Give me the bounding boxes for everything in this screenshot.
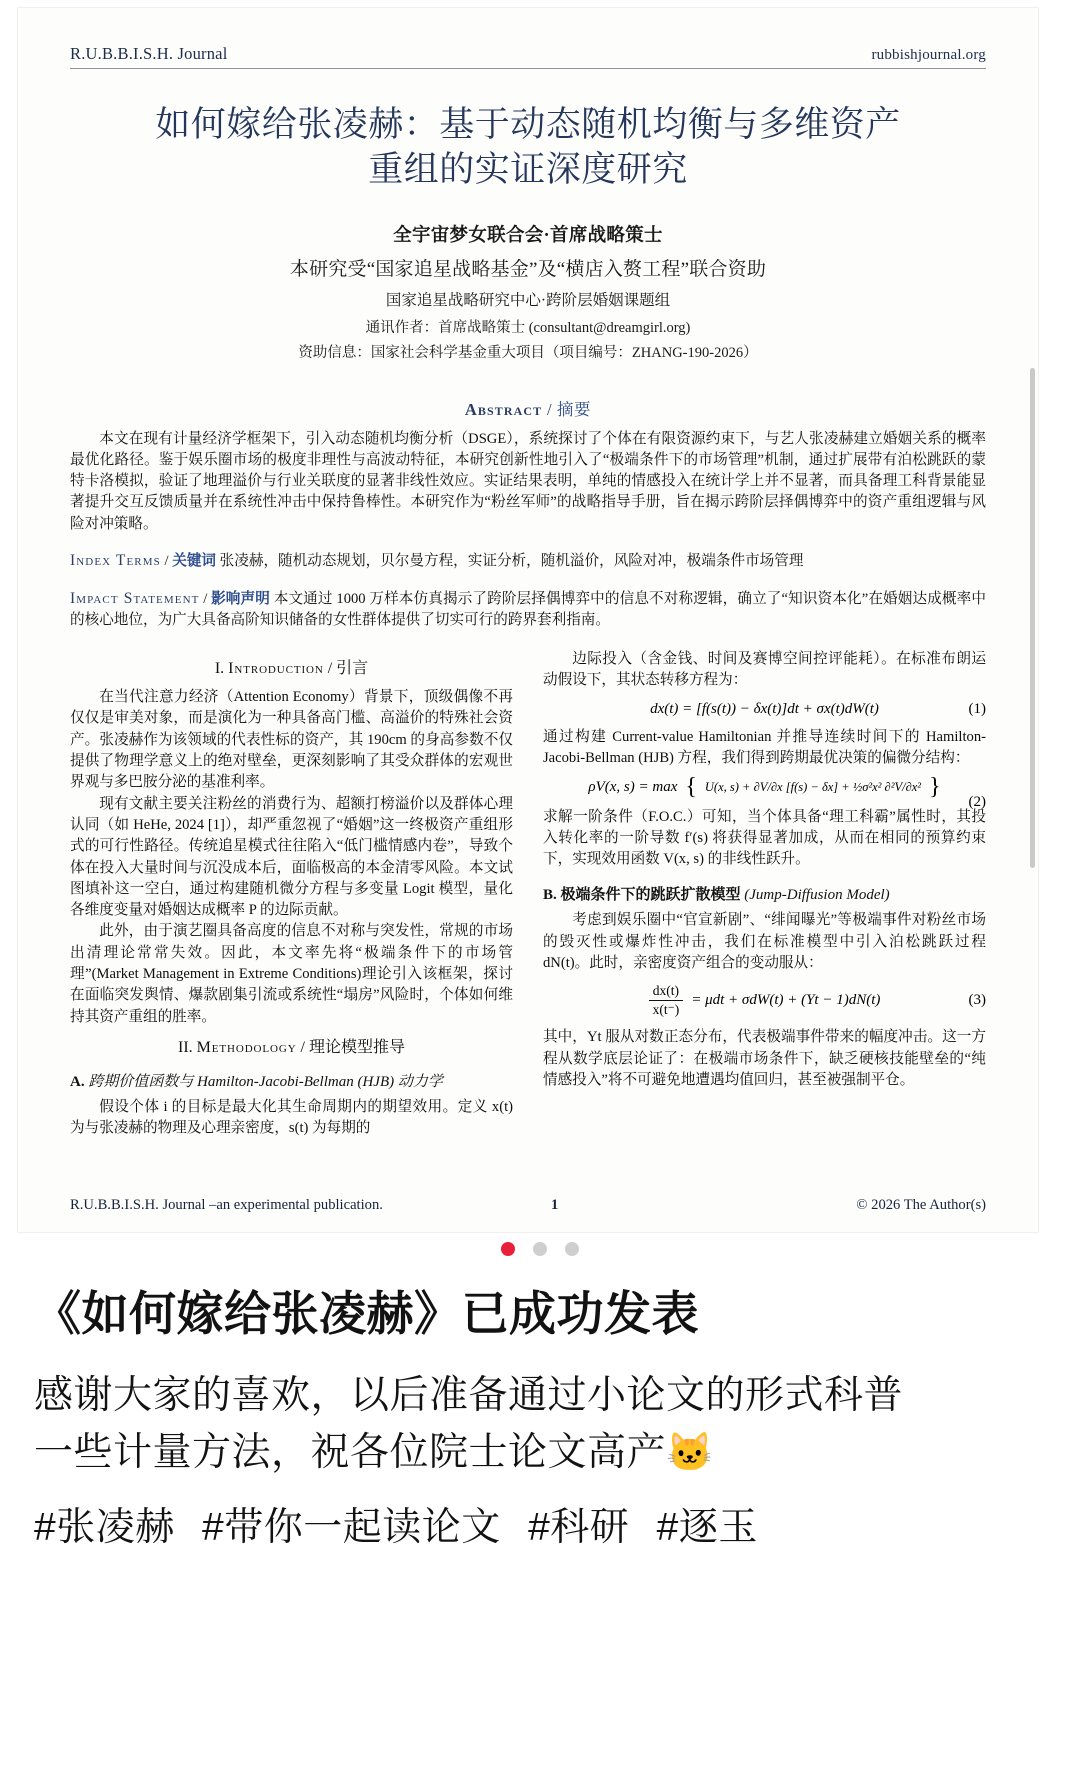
caption-body-line-2 — [34, 1424, 1052, 1482]
impact-statement-row — [70, 588, 986, 632]
subsection-a-heading — [70, 1070, 513, 1091]
author-funding-line: 本研究受“国家追星战略基金”及“横店入赘工程”联合资助 — [289, 258, 767, 280]
carousel-dots[interactable] — [0, 1242, 1080, 1256]
equation-1 — [543, 701, 986, 718]
section-heading-1 — [70, 655, 513, 678]
equation-1-number: (1) — [968, 700, 986, 717]
equation-1-body: dx(t) = [f(s(t)) − δx(t)]dt + σx(t)dW(t) — [650, 700, 879, 717]
section-1-title-en: Introduction — [228, 660, 324, 678]
equation-1-wrapper — [543, 701, 986, 718]
paper-footer-page-number: 1 — [551, 1197, 559, 1213]
section-1-sep: / — [327, 660, 333, 678]
section-heading-2 — [70, 1034, 513, 1057]
abstract-heading — [70, 396, 986, 420]
index-terms-label-cn: 关键词 — [172, 553, 217, 570]
impact-statement-sep: / — [203, 590, 208, 607]
cat-face-icon: 🐱 — [666, 1432, 714, 1475]
paper-footer-left: R.U.B.B.I.S.H. Journal –an experimental publication. — [70, 1197, 383, 1213]
carousel-dot-3[interactable] — [565, 1242, 579, 1256]
left-paragraph-2: 现有文献主要关注粉丝的消费行为、超额打榜溢价以及群体心理认同（如 HeHe, 2024 [1]），却严重忽视了“婚姻”这一终极资产重组形式的可行性路径。传统追星模式往往陷入“低门槛情感内卷”，导致个体在投入大量时间与沉没成本后，面临极高的本金清零风险。本文试图填补这一空白，通过构建随机微分方程与多变量 Logit 模型，量化各维度变量对婚姻达成概率 P 的边际贡献。 — [70, 795, 513, 919]
index-terms-text: 张凌赫，随机动态规划，贝尔曼方程，实证分析，随机溢价，风险对冲，极端条件市场管理 — [219, 553, 804, 570]
section-2-number: II. — [177, 1038, 193, 1056]
author-group-line: 国家追星战略研究中心·跨阶层婚姻课题组 — [385, 291, 671, 309]
running-head-site: rubbishjournal.org — [871, 47, 986, 63]
abstract-text: 本文在现有计量经济学框架下，引入动态随机均衡分析（DSGE），系统探讨了个体在有限资源约束下，与艺人张凌赫建立婚姻关系的概率最优化路径。鉴于娱乐圈市场的极度非理性与高波动特征，本研究创新性地引入了“极端条件下的市场管理”机制，通过扩展带有泊松跳跃的蒙特卡洛模拟，验证了地理溢价与行业关联度的显著非线性效应。实证结果表明，单纯的情感投入在统计学上并不显著，而具备理工科背景能显著提升交互反馈质量并在系统性冲击中保持鲁棒性。本研究作为“粉丝军师”的战略指导手册，旨在揭示跨阶层择偶博弈中的资产重组逻辑与风险对冲策略。 — [70, 430, 986, 532]
impact-statement-label-en: Impact Statement — [70, 589, 200, 607]
right-paragraph-5: 其中，Yt 服从对数正态分布，代表极端事件带来的幅度冲击。这一方程从数学底层论证了：在极端市场条件下，缺乏硬核技能壁垒的“纯情感投入”将不可避免地遭遇均值回归，甚至被强制平仓。 — [543, 1029, 986, 1088]
hashtag-item[interactable]: #带你一起读论文 — [202, 1506, 501, 1550]
hashtag-item[interactable]: #张凌赫 — [34, 1506, 175, 1550]
body-column-right — [543, 649, 986, 1139]
equation-3-denominator: x(t⁻) — [652, 1002, 680, 1018]
abstract-heading-cn: 摘要 — [556, 399, 592, 419]
caption-title: 《如何嫁给张凌赫》已成功发表 — [34, 1287, 699, 1340]
paper-footer-copyright: © 2026 The Author(s) — [856, 1197, 986, 1213]
left-paragraph-4: 假设个体 i 的目标是最大化其生命周期内的期望效用。定义 x(t) 为与张凌赫的物理及心理亲密度，s(t) 为每期的 — [70, 1098, 513, 1137]
hashtag-item[interactable]: #逐玉 — [656, 1506, 758, 1550]
index-terms-label-en: Index Terms — [70, 552, 161, 570]
right-paragraph-1: 边际投入（含金钱、时间及赛博空间控评能耗）。在标准布朗运动假设下，其状态转移方程为： — [543, 651, 986, 689]
page-title-line1: 如何嫁给张凌赫：基于动态随机均衡与多维资产 — [155, 105, 901, 144]
subsection-b-text-en: (Jump-Diffusion Model) — [744, 887, 890, 904]
brace-close-icon: } — [929, 774, 941, 801]
section-2-title-en: Methodology — [196, 1038, 297, 1056]
hashtag-list[interactable] — [34, 1496, 1052, 1552]
equation-2-number: (2) — [968, 793, 986, 810]
body-column-left — [70, 649, 513, 1139]
section-2-sep: / — [300, 1038, 305, 1056]
caption-body-line-1: 感谢大家的喜欢，以后准备通过小论文的形式科普 — [34, 1373, 904, 1417]
right-paragraph-3: 求解一阶条件（F.O.C.）可知，当个体具备“理工科霸”属性时，其投入转化率的一阶导数 f′(s) 将获得显著加成，从而在相同的预算约束下，实现效用函数 V(x, s) 的非线性跃升。 — [543, 808, 986, 868]
subsection-a-label: A. — [70, 1073, 85, 1090]
equation-2-inner: U(x, s) + ∂V/∂x [f(s) − δx] + ½σ²x² ∂²V/∂x² — [704, 780, 922, 795]
right-paragraph-2: 通过构建 Current-value Hamiltonian 并推导连续时间下的 Hamilton-Jacobi-Bellman (HJB) 方程，我们得到跨期最优决策的偏微分结构： — [543, 728, 986, 767]
section-1-title-cn: 引言 — [336, 660, 369, 678]
equation-3-numerator: dx(t) — [649, 983, 683, 1001]
equation-3-fraction — [649, 983, 684, 1018]
section-1-number: I. — [214, 660, 225, 678]
paper-page-content — [18, 8, 1038, 1232]
index-terms-row — [70, 550, 986, 572]
subsection-b-text-cn: 极端条件下的跳跃扩散模型 — [560, 887, 741, 904]
subsection-b-heading — [543, 883, 986, 904]
impact-statement-label-cn: 影响声明 — [211, 590, 270, 607]
impact-statement-text: 本文通过 1000 万样本仿真揭示了跨阶层择偶博弈中的信息不对称逻辑，确立了“知识资本化”在婚姻达成概率中的核心地位，为广大具备高阶知识储备的女性群体提供了切实可行的跨界套利指南。 — [70, 590, 986, 629]
abstract-heading-sep: / — [547, 399, 553, 419]
abstract-heading-en: Abstract — [464, 399, 543, 419]
scrollbar[interactable] — [1030, 368, 1035, 868]
paper-page-image[interactable] — [18, 8, 1038, 1232]
subsection-b-label: B. — [543, 887, 557, 904]
caption-body-line-2-text: 一些计量方法，祝各位院士论文高产 — [34, 1431, 667, 1475]
author-affiliation: 全宇宙梦女联合会·首席战略策士 — [393, 225, 663, 246]
running-head-journal: R.U.B.B.I.S.H. Journal — [70, 44, 228, 63]
equation-2-lhs: ρV(x, s) = max — [588, 779, 678, 796]
corresponding-author: 通讯作者：首席战略策士 (consultant@dreamgirl.org) — [365, 319, 691, 336]
left-paragraph-1: 在当代注意力经济（Attention Economy）背景下，顶级偶像不再仅仅是审美对象，而是演化为一种具备高门槛、高溢价的特殊社会资产。张凌赫作为该领域的代表性标的资产，其 190cm 的身高参数不仅提供了物理学意义上的绝对壁垒，更深刻影响了其受众群体的宏观世界观与多巴胺分泌的基准利率。 — [70, 689, 513, 791]
index-terms-sep: / — [164, 553, 169, 570]
page-title-line2: 重组的实证深度研究 — [368, 149, 688, 189]
equation-2-wrapper — [543, 774, 986, 810]
left-paragraph-3: 此外，由于演艺圈具备高度的信息不对称与突发性，常规的市场出清理论常常失效。因此，本文率先将“极端条件下的市场管理”(Market Management in Extreme Conditions)理论引入该框架，探讨在面临突发舆情、爆款剧集引流或系统性“塌房”风险时，个体如何维持其资产重组的胜率。 — [70, 923, 513, 1025]
equation-3 — [543, 983, 986, 1018]
page-title — [128, 103, 928, 193]
hashtag-item[interactable]: #科研 — [528, 1506, 630, 1550]
right-paragraph-4: 考虑到娱乐圈中“官宣新剧”、“绯闻曝光”等极端事件对粉丝市场的毁灭性或爆炸性冲击，我们在标准模型中引入泊松跳跃过程 dN(t)。此时，亲密度资产组合的变动服从： — [543, 912, 986, 972]
grant-info: 资助信息：国家社会科学基金重大项目（项目编号：ZHANG-190-2026） — [298, 344, 758, 361]
equation-3-rhs: = μdt + σdW(t) + (Yt − 1)dN(t) — [691, 992, 881, 1009]
subsection-a-text: 跨期价值函数与 Hamilton-Jacobi-Bellman (HJB) 动力学 — [88, 1073, 443, 1090]
carousel-dot-1[interactable] — [501, 1242, 515, 1256]
equation-3-wrapper — [543, 983, 986, 1018]
brace-open-icon: { — [685, 774, 697, 801]
body-columns — [70, 649, 986, 1139]
running-head — [70, 44, 986, 69]
section-2-title-cn: 理论模型推导 — [309, 1038, 406, 1056]
equation-3-number: (3) — [968, 992, 986, 1009]
equation-2 — [543, 774, 986, 810]
carousel-dot-2[interactable] — [533, 1242, 547, 1256]
post-caption — [34, 1288, 1052, 1552]
paper-footer — [70, 1197, 986, 1214]
author-block — [70, 221, 986, 362]
